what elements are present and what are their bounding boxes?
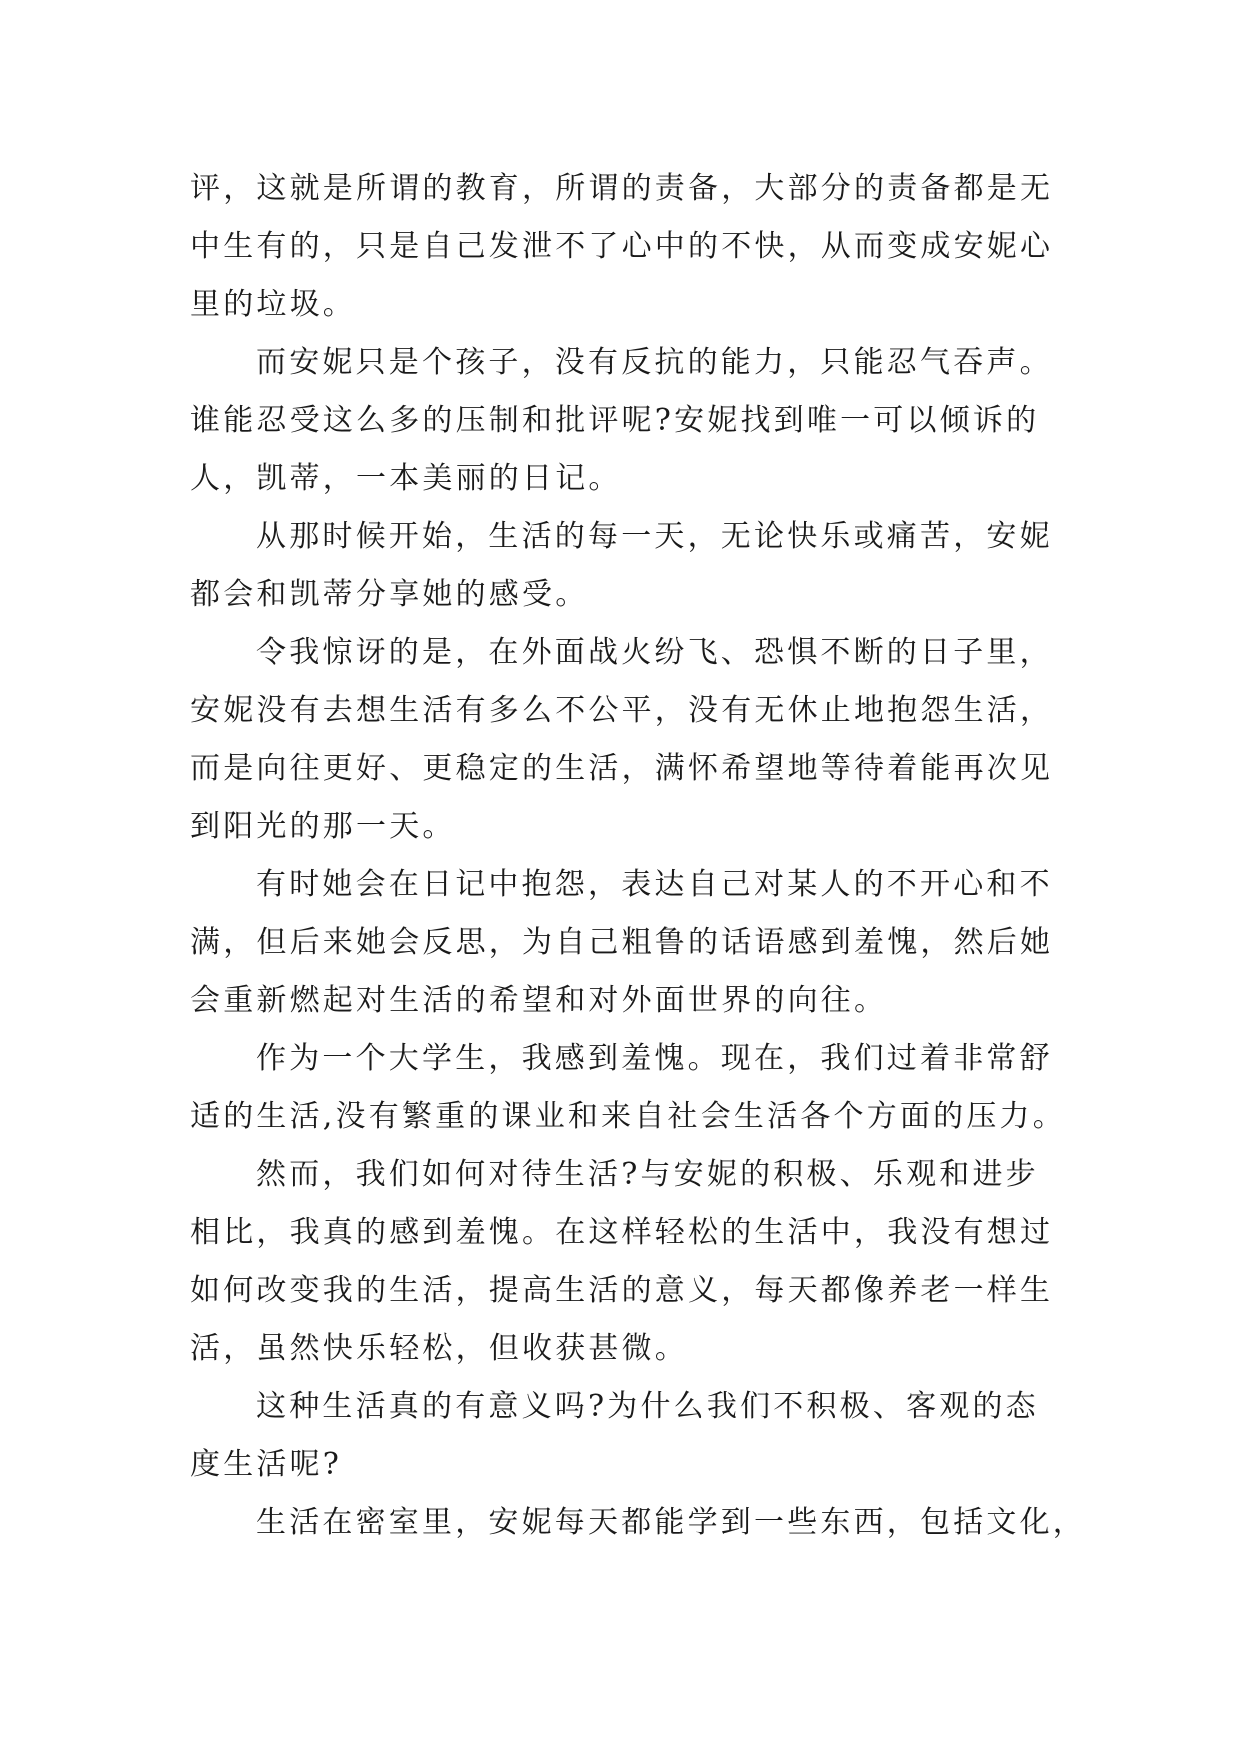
text-line: 中生有的，只是自己发泄不了心中的不快，从而变成安妮心 xyxy=(190,229,1054,264)
text-line: 会重新燃起对生活的希望和对外面世界的向往。 xyxy=(190,983,888,1018)
text-line: 满，但后来她会反思，为自己粗鲁的话语感到羞愧，然后她 xyxy=(190,925,1054,960)
text-line: 而安妮只是个孩子，没有反抗的能力，只能忍气吞声。 xyxy=(256,345,1053,380)
text-line: 安妮没有去想生活有多么不公平，没有无休止地抱怨生活， xyxy=(190,693,1054,728)
text-line: 作为一个大学生，我感到羞愧。现在，我们过着非常舒 xyxy=(256,1041,1053,1076)
text-line: 令我惊讶的是，在外面战火纷飞、恐惧不断的日子里， xyxy=(256,635,1053,670)
text-line: 然而，我们如何对待生活?与安妮的积极、乐观和进步 xyxy=(256,1157,1039,1192)
text-line: 有时她会在日记中抱怨，表达自己对某人的不开心和不 xyxy=(256,867,1053,902)
text-line: 适的生活,没有繁重的课业和来自社会生活各个方面的压力。 xyxy=(190,1099,1066,1134)
text-line: 里的垃圾。 xyxy=(190,287,356,322)
text-line: 活，虽然快乐轻松，但收获甚微。 xyxy=(190,1331,688,1366)
text-line: 评，这就是所谓的教育，所谓的责备，大部分的责备都是无 xyxy=(190,171,1054,206)
text-line: 人，凯蒂，一本美丽的日记。 xyxy=(190,461,622,496)
document-body xyxy=(190,160,1086,1552)
text-line: 而是向往更好、更稳定的生活，满怀希望地等待着能再次见 xyxy=(190,751,1054,786)
text-line: 都会和凯蒂分享她的感受。 xyxy=(190,577,589,612)
text-line: 度生活呢? xyxy=(190,1447,343,1482)
text-line: 从那时候开始，生活的每一天，无论快乐或痛苦，安妮 xyxy=(256,519,1053,554)
text-line: 如何改变我的生活，提高生活的意义，每天都像养老一样生 xyxy=(190,1273,1054,1308)
text-line: 生活在密室里，安妮每天都能学到一些东西，包括文化， xyxy=(256,1505,1086,1540)
text-line: 谁能忍受这么多的压制和批评呢?安妮找到唯一可以倾诉的 xyxy=(190,403,1040,438)
text-line: 相比，我真的感到羞愧。在这样轻松的生活中，我没有想过 xyxy=(190,1215,1054,1250)
text-line: 到阳光的那一天。 xyxy=(190,809,456,844)
text-line: 这种生活真的有意义吗?为什么我们不积极、客观的态 xyxy=(256,1389,1039,1424)
